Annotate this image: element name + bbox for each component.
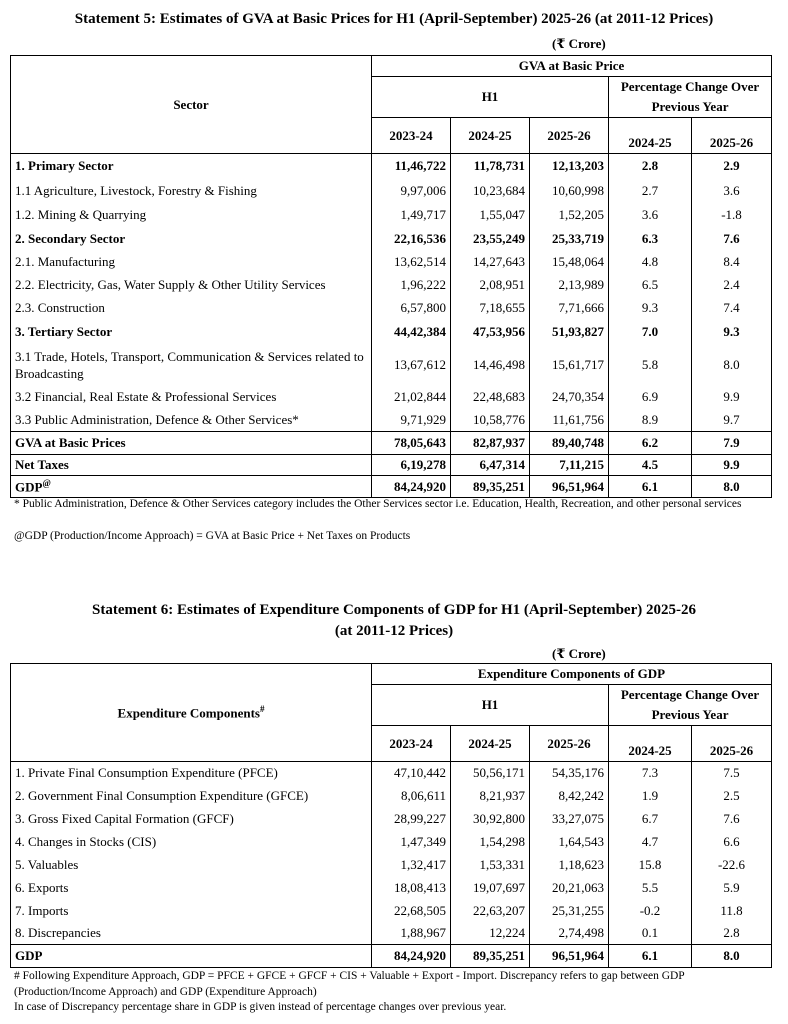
statement5-header-year: 2025-26 bbox=[530, 118, 609, 154]
table-row bbox=[11, 923, 772, 945]
table-row bbox=[11, 297, 772, 320]
pct-change-2025-26: 2.5 bbox=[692, 785, 772, 808]
value-2024-25: 1,54,298 bbox=[451, 831, 530, 854]
value-2023-24: 84,24,920 bbox=[372, 945, 451, 968]
pct-change-2024-25: 7.3 bbox=[609, 762, 692, 785]
value-2025-26: 96,51,964 bbox=[530, 945, 609, 968]
statement6-title-sub: (at 2011-12 Prices) bbox=[334, 623, 454, 639]
value-2024-25: 14,27,643 bbox=[451, 251, 530, 274]
table-row bbox=[11, 320, 772, 345]
pct-change-2025-26: 3.6 bbox=[692, 179, 772, 203]
row-label: 1. Primary Sector bbox=[11, 154, 372, 179]
value-2025-26: 54,35,176 bbox=[530, 762, 609, 785]
value-2025-26: 25,31,255 bbox=[530, 900, 609, 923]
value-2025-26: 2,13,989 bbox=[530, 274, 609, 297]
value-2023-24: 8,06,611 bbox=[372, 785, 451, 808]
value-2024-25: 1,53,331 bbox=[451, 854, 530, 877]
value-2024-25: 19,07,697 bbox=[451, 877, 530, 900]
pct-change-2025-26: 2.8 bbox=[692, 923, 772, 945]
value-2025-26: 24,70,354 bbox=[530, 386, 609, 409]
pct-change-2024-25: 0.1 bbox=[609, 923, 692, 945]
statement5-header-pct-year: 2025-26 bbox=[692, 118, 772, 154]
row-label: 6. Exports bbox=[11, 877, 372, 900]
pct-change-2024-25: 6.3 bbox=[609, 227, 692, 251]
statement5-header-h1: H1 bbox=[372, 77, 609, 118]
value-2024-25: 8,21,937 bbox=[451, 785, 530, 808]
row-label: 8. Discrepancies bbox=[11, 923, 372, 945]
row-label: 2. Government Final Consumption Expenditure (GFCE) bbox=[11, 785, 372, 808]
pct-change-2024-25: 6.1 bbox=[609, 476, 692, 498]
pct-change-2024-25: 6.2 bbox=[609, 432, 692, 455]
row-label: Net Taxes bbox=[11, 455, 372, 476]
value-2023-24: 28,99,227 bbox=[372, 808, 451, 831]
statement5-unit: (₹ Crore) bbox=[552, 36, 606, 51]
table-row bbox=[11, 345, 772, 386]
pct-change-2024-25: 2.8 bbox=[609, 154, 692, 179]
value-2025-26: 96,51,964 bbox=[530, 476, 609, 498]
value-2025-26: 25,33,719 bbox=[530, 227, 609, 251]
pct-change-2024-25: 1.9 bbox=[609, 785, 692, 808]
statement6-footnote: In case of Discrepancy percentage share in GDP is given instead of percentage changes over previous year. bbox=[14, 1001, 507, 1013]
pct-change-2025-26: 8.4 bbox=[692, 251, 772, 274]
pct-change-2025-26: 5.9 bbox=[692, 877, 772, 900]
value-2023-24: 47,10,442 bbox=[372, 762, 451, 785]
pct-change-2024-25: 5.5 bbox=[609, 877, 692, 900]
statement6-footnote: # Following Expenditure Approach, GDP = PFCE + GFCE + GFCF + CIS + Valuable + Export - Import. Discrepancy refers to gap between GDP (Production/Income Approach) and GDP (Expenditure Approach) bbox=[14, 970, 685, 998]
pct-change-2025-26: 7.6 bbox=[692, 227, 772, 251]
row-label: 2.3. Construction bbox=[11, 297, 372, 320]
value-2023-24: 9,71,929 bbox=[372, 409, 451, 432]
statement5-header-year: 2023-24 bbox=[372, 118, 451, 154]
row-label: 7. Imports bbox=[11, 900, 372, 923]
pct-change-2024-25: 9.3 bbox=[609, 297, 692, 320]
pct-change-2025-26: 7.5 bbox=[692, 762, 772, 785]
value-2025-26: 15,61,717 bbox=[530, 345, 609, 386]
value-2024-25: 22,48,683 bbox=[451, 386, 530, 409]
pct-change-2024-25: 5.8 bbox=[609, 345, 692, 386]
table-row bbox=[11, 455, 772, 476]
statement6-title: Statement 6: Estimates of Expenditure Components of GDP for H1 (April-September) 2025-26 bbox=[92, 602, 696, 618]
value-2024-25: 89,35,251 bbox=[451, 476, 530, 498]
statement5-header-year: 2024-25 bbox=[451, 118, 530, 154]
value-2023-24: 44,42,384 bbox=[372, 320, 451, 345]
statement6-header-group: Expenditure Components of GDP bbox=[372, 664, 772, 685]
value-2025-26: 51,93,827 bbox=[530, 320, 609, 345]
pct-change-2025-26: 8.0 bbox=[692, 945, 772, 968]
row-label: 3. Tertiary Sector bbox=[11, 320, 372, 345]
value-2025-26: 11,61,756 bbox=[530, 409, 609, 432]
table-row bbox=[11, 432, 772, 455]
row-label: 3.3 Public Administration, Defence & Other Services* bbox=[11, 409, 372, 432]
pct-change-2025-26: 11.8 bbox=[692, 900, 772, 923]
value-2025-26: 89,40,748 bbox=[530, 432, 609, 455]
pct-change-2024-25: 8.9 bbox=[609, 409, 692, 432]
row-label: GDP@ bbox=[11, 476, 372, 498]
statement6-header-year: 2023-24 bbox=[372, 726, 451, 762]
table-row bbox=[11, 386, 772, 409]
pct-change-2025-26: -22.6 bbox=[692, 854, 772, 877]
pct-change-2025-26: 8.0 bbox=[692, 345, 772, 386]
pct-change-2024-25: 4.5 bbox=[609, 455, 692, 476]
pct-change-2025-26: 8.0 bbox=[692, 476, 772, 498]
value-2024-25: 30,92,800 bbox=[451, 808, 530, 831]
value-2023-24: 1,96,222 bbox=[372, 274, 451, 297]
value-2023-24: 22,16,536 bbox=[372, 227, 451, 251]
statement5-footnote: @GDP (Production/Income Approach) = GVA at Basic Price + Net Taxes on Products bbox=[14, 530, 411, 542]
row-label: 5. Valuables bbox=[11, 854, 372, 877]
pct-change-2024-25: 6.5 bbox=[609, 274, 692, 297]
row-label: 3.1 Trade, Hotels, Transport, Communication & Services related to Broadcasting bbox=[11, 345, 372, 386]
pct-change-2024-25: 4.8 bbox=[609, 251, 692, 274]
value-2023-24: 84,24,920 bbox=[372, 476, 451, 498]
pct-change-2024-25: -0.2 bbox=[609, 900, 692, 923]
value-2023-24: 11,46,722 bbox=[372, 154, 451, 179]
table-row bbox=[11, 877, 772, 900]
value-2024-25: 11,78,731 bbox=[451, 154, 530, 179]
pct-change-2025-26: 9.9 bbox=[692, 455, 772, 476]
row-label: 1.2. Mining & Quarrying bbox=[11, 203, 372, 227]
table-row bbox=[11, 762, 772, 785]
pct-change-2024-25: 6.7 bbox=[609, 808, 692, 831]
pct-change-2025-26: 2.9 bbox=[692, 154, 772, 179]
value-2024-25: 6,47,314 bbox=[451, 455, 530, 476]
pct-change-2024-25: 7.0 bbox=[609, 320, 692, 345]
statement5-header-pct-year: 2024-25 bbox=[609, 118, 692, 154]
pct-change-2025-26: 7.9 bbox=[692, 432, 772, 455]
value-2025-26: 1,52,205 bbox=[530, 203, 609, 227]
table-row bbox=[11, 808, 772, 831]
value-2023-24: 22,68,505 bbox=[372, 900, 451, 923]
row-label: GVA at Basic Prices bbox=[11, 432, 372, 455]
value-2023-24: 1,88,967 bbox=[372, 923, 451, 945]
statement6-header-component: Expenditure Components# bbox=[11, 664, 372, 762]
table-row bbox=[11, 785, 772, 808]
value-2023-24: 6,19,278 bbox=[372, 455, 451, 476]
value-2024-25: 14,46,498 bbox=[451, 345, 530, 386]
statement6-unit: (₹ Crore) bbox=[552, 646, 606, 661]
statement5-title: Statement 5: Estimates of GVA at Basic Prices for H1 (April-September) 2025-26 (at 2011-12 Prices) bbox=[74, 11, 714, 27]
pct-change-2025-26: 7.6 bbox=[692, 808, 772, 831]
table-row bbox=[11, 409, 772, 432]
value-2024-25: 82,87,937 bbox=[451, 432, 530, 455]
statement5-header-sector: Sector bbox=[11, 56, 372, 154]
value-2023-24: 1,49,717 bbox=[372, 203, 451, 227]
value-2025-26: 10,60,998 bbox=[530, 179, 609, 203]
value-2025-26: 1,18,623 bbox=[530, 854, 609, 877]
value-2025-26: 7,71,666 bbox=[530, 297, 609, 320]
value-2023-24: 1,32,417 bbox=[372, 854, 451, 877]
table-row bbox=[11, 251, 772, 274]
value-2024-25: 10,23,684 bbox=[451, 179, 530, 203]
value-2025-26: 12,13,203 bbox=[530, 154, 609, 179]
table-row bbox=[11, 274, 772, 297]
value-2023-24: 6,57,800 bbox=[372, 297, 451, 320]
value-2023-24: 18,08,413 bbox=[372, 877, 451, 900]
statement6-header-year: 2025-26 bbox=[530, 726, 609, 762]
value-2023-24: 9,97,006 bbox=[372, 179, 451, 203]
pct-change-2025-26: 9.7 bbox=[692, 409, 772, 432]
value-2024-25: 47,53,956 bbox=[451, 320, 530, 345]
row-label: 2. Secondary Sector bbox=[11, 227, 372, 251]
row-label: 1.1 Agriculture, Livestock, Forestry & Fishing bbox=[11, 179, 372, 203]
value-2024-25: 22,63,207 bbox=[451, 900, 530, 923]
pct-change-2025-26: 2.4 bbox=[692, 274, 772, 297]
pct-change-2025-26: 9.9 bbox=[692, 386, 772, 409]
statement6-table bbox=[10, 663, 772, 968]
pct-change-2025-26: 9.3 bbox=[692, 320, 772, 345]
pct-change-2024-25: 3.6 bbox=[609, 203, 692, 227]
statement6-header-year: 2024-25 bbox=[451, 726, 530, 762]
row-label: 1. Private Final Consumption Expenditure (PFCE) bbox=[11, 762, 372, 785]
statement5-footnote: * Public Administration, Defence & Other Services category includes the Other Services sector i.e. Education, Health, Recreation, and other personal services bbox=[14, 498, 742, 510]
value-2024-25: 89,35,251 bbox=[451, 945, 530, 968]
statement6-header-pct-year: 2025-26 bbox=[692, 726, 772, 762]
statement6-header-pct-year: 2024-25 bbox=[609, 726, 692, 762]
row-label: 3.2 Financial, Real Estate & Professional Services bbox=[11, 386, 372, 409]
row-label: 2.1. Manufacturing bbox=[11, 251, 372, 274]
value-2023-24: 13,67,612 bbox=[372, 345, 451, 386]
value-2024-25: 1,55,047 bbox=[451, 203, 530, 227]
row-label: GDP bbox=[11, 945, 372, 968]
value-2023-24: 13,62,514 bbox=[372, 251, 451, 274]
pct-change-2025-26: -1.8 bbox=[692, 203, 772, 227]
value-2025-26: 1,64,543 bbox=[530, 831, 609, 854]
value-2025-26: 7,11,215 bbox=[530, 455, 609, 476]
table-row bbox=[11, 154, 772, 179]
statement6-header-pct: Percentage Change Over Previous Year bbox=[609, 685, 772, 726]
statement5-table bbox=[10, 55, 772, 498]
pct-change-2025-26: 6.6 bbox=[692, 831, 772, 854]
value-2023-24: 21,02,844 bbox=[372, 386, 451, 409]
value-2024-25: 10,58,776 bbox=[451, 409, 530, 432]
value-2025-26: 15,48,064 bbox=[530, 251, 609, 274]
pct-change-2024-25: 4.7 bbox=[609, 831, 692, 854]
table-row bbox=[11, 227, 772, 251]
table-row bbox=[11, 476, 772, 498]
pct-change-2024-25: 2.7 bbox=[609, 179, 692, 203]
row-label: 3. Gross Fixed Capital Formation (GFCF) bbox=[11, 808, 372, 831]
value-2025-26: 33,27,075 bbox=[530, 808, 609, 831]
value-2024-25: 2,08,951 bbox=[451, 274, 530, 297]
value-2024-25: 12,224 bbox=[451, 923, 530, 945]
statement6-header-h1: H1 bbox=[372, 685, 609, 726]
table-row bbox=[11, 854, 772, 877]
statement5-header-pct: Percentage Change Over Previous Year bbox=[609, 77, 772, 118]
pct-change-2025-26: 7.4 bbox=[692, 297, 772, 320]
statement5-header-group: GVA at Basic Price bbox=[372, 56, 772, 77]
table-row bbox=[11, 203, 772, 227]
value-2025-26: 8,42,242 bbox=[530, 785, 609, 808]
table-row bbox=[11, 900, 772, 923]
table-row bbox=[11, 831, 772, 854]
value-2025-26: 20,21,063 bbox=[530, 877, 609, 900]
value-2025-26: 2,74,498 bbox=[530, 923, 609, 945]
value-2024-25: 7,18,655 bbox=[451, 297, 530, 320]
value-2024-25: 23,55,249 bbox=[451, 227, 530, 251]
value-2024-25: 50,56,171 bbox=[451, 762, 530, 785]
pct-change-2024-25: 6.9 bbox=[609, 386, 692, 409]
row-label: 2.2. Electricity, Gas, Water Supply & Other Utility Services bbox=[11, 274, 372, 297]
pct-change-2024-25: 6.1 bbox=[609, 945, 692, 968]
value-2023-24: 78,05,643 bbox=[372, 432, 451, 455]
table-row bbox=[11, 945, 772, 968]
pct-change-2024-25: 15.8 bbox=[609, 854, 692, 877]
table-row bbox=[11, 179, 772, 203]
value-2023-24: 1,47,349 bbox=[372, 831, 451, 854]
row-label: 4. Changes in Stocks (CIS) bbox=[11, 831, 372, 854]
